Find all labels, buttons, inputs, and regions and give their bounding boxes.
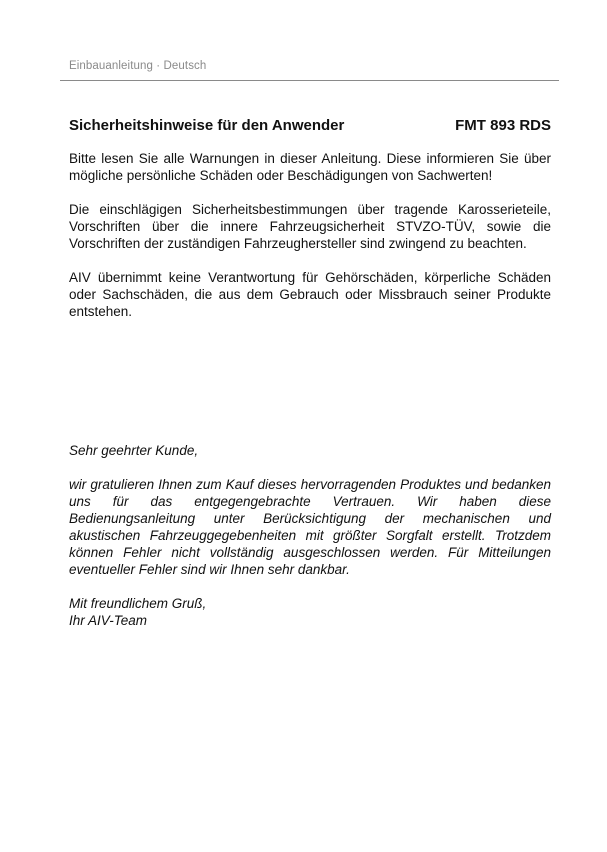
letter-salutation: Sehr geehrter Kunde, <box>69 443 199 458</box>
letter-closing: Mit freundlichem Gruß, <box>69 596 207 611</box>
section-title-row <box>69 117 551 134</box>
letter-signature: Ihr AIV-Team <box>69 613 148 628</box>
customer-letter <box>69 442 551 629</box>
document-header-label: Einbauanleitung · Deutsch <box>69 60 207 72</box>
paragraph-liability: AIV übernimmt keine Verantwortung für Gehörschäden, körperliche Schäden oder Sachschäden, die aus dem Gebrauch oder Missbrauch seiner Produkte entstehen. <box>69 270 551 319</box>
paragraph-regulations: Die einschlägigen Sicherheitsbestimmungen über tragende Karosserieteile, Vorschriften über die innere Fahrzeugsicherheit STVZO-TÜV, sowie die Vorschriften der zuständigen Fahrzeughersteller sind zwingend zu beachten. <box>69 202 551 251</box>
model-number: FMT 893 RDS <box>455 117 551 134</box>
paragraph-warnings: Bitte lesen Sie alle Warnungen in dieser Anleitung. Diese informieren Sie über mögliche persönliche Schäden oder Beschädigungen von Sachwerten! <box>69 151 551 183</box>
safety-section <box>69 117 551 337</box>
letter-body: wir gratulieren Ihnen zum Kauf dieses hervorragenden Produktes und bedanken uns für das entgegengebrachte Vertrauen. Wir haben diese Bedienungsanleitung unter Berücksichtigung der mechanischen und akustischen Fahrzeuggegebenheiten mit größter Sorgfalt erstellt. Trotzdem können Fehler nicht vollständig ausgeschlossen werden. Für Mitteilungen eventueller Fehler sind wir Ihnen sehr dankbar. <box>69 477 551 577</box>
section-title: Sicherheitshinweise für den Anwender <box>69 117 345 134</box>
header-divider <box>60 80 559 81</box>
